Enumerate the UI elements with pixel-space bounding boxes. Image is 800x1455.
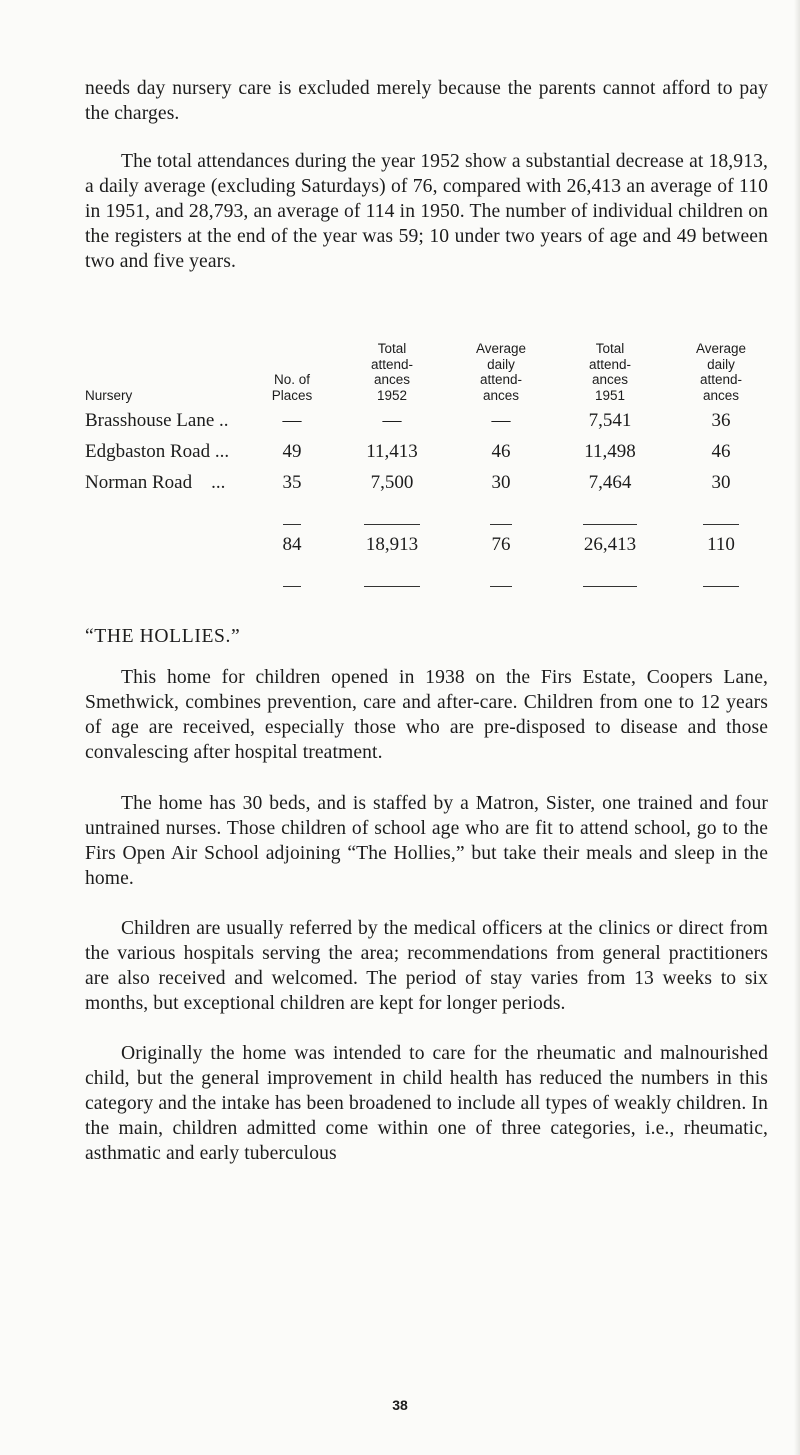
table-header-row — [85, 341, 775, 405]
total-1951-value: 7,541 — [588, 409, 632, 431]
paragraph-categories: Originally the home was intended to care for the rheumatic and malnourished child, but the general improvement in child health has reduced the numbers in this category and the intake has been broadened to include all types of weakly children. In the main, children admitted come within one of three categories, i.e., rheumatic, asthmatic and early tuberculous — [85, 1043, 768, 1164]
column-rule — [703, 524, 739, 525]
paragraph-intro: needs day nursery care is excluded merely because the parents cannot afford to pay the charges. — [85, 78, 768, 124]
column-rule — [703, 586, 739, 587]
column-rule — [583, 524, 637, 525]
paragraph-referrals: Children are usually referred by the medical officers at the clinics or direct from the various hospitals serving the area; recommendations from general practitioners are also received and welcomed. The period of stay varies from 13 weeks to six months, but exceptional children are kept for longer periods. — [85, 918, 768, 1014]
header-total-1952: Total attend- ances 1952 — [370, 341, 414, 403]
total-1951-value: 7,464 — [588, 471, 632, 493]
total-1951-total: 26,413 — [583, 533, 637, 555]
header-average-1951: Average daily attend- ances — [695, 341, 747, 403]
header-average-1952: Average daily attend- ances — [475, 341, 527, 403]
total-1951-value: 11,498 — [584, 440, 636, 462]
header-places: No. of Places — [271, 372, 313, 403]
average-1952-value: — — [491, 409, 511, 431]
table-row — [85, 467, 775, 498]
table-row — [85, 436, 775, 467]
average-1951-value: 46 — [711, 440, 731, 462]
average-1951-value: 36 — [711, 409, 731, 431]
page-number: 38 — [392, 1397, 408, 1413]
paragraph-staffing: The home has 30 beds, and is staffed by a Matron, Sister, one trained and four untrained nurses. Those children of school age who are fit to attend school, go to the Firs Open Air School adjoining “The Hollies,” but take their meals and sleep in the home. — [85, 793, 768, 889]
places-total: 84 — [282, 533, 302, 555]
nursery-name: Norman Road ... — [85, 471, 226, 493]
nursery-name: Edgbaston Road ... — [85, 440, 230, 462]
table-row — [85, 405, 775, 436]
column-rule — [283, 524, 301, 525]
total-1952-value: 7,500 — [370, 471, 414, 493]
column-rule — [283, 586, 301, 587]
column-rule — [583, 586, 637, 587]
page-edge-shadow — [794, 0, 800, 1455]
paragraph-home-description: This home for children opened in 1938 on the Firs Estate, Coopers Lane, Smethwick, combines prevention, care and after-care. Children from one to 12 years of age are received, especially those who are pre-disposed to disease and those convalescing after hospital treatment. — [85, 667, 768, 763]
column-rule — [490, 524, 512, 525]
column-rule — [364, 524, 420, 525]
table-totals-row — [85, 529, 775, 560]
table-rule-row — [85, 560, 775, 591]
total-1952-value: 11,413 — [366, 440, 418, 462]
total-1952-value: — — [382, 409, 402, 431]
average-1952-total: 76 — [491, 533, 511, 555]
table-rule-row — [85, 498, 775, 529]
header-nursery: Nursery — [85, 387, 133, 403]
nursery-name: Brasshouse Lane .. — [85, 409, 229, 431]
column-rule — [364, 586, 420, 587]
average-1952-value: 46 — [491, 440, 511, 462]
average-1951-value: 30 — [711, 471, 731, 493]
average-1951-total: 110 — [707, 533, 735, 555]
nursery-attendance-table — [85, 341, 775, 591]
section-heading: “THE HOLLIES.” — [85, 626, 241, 647]
paragraph-attendances: The total attendances during the year 1952 show a substantial decrease at 18,913, a daily average (excluding Saturdays) of 76, compared with 26,413 an average of 110 in 1951, and 28,793, an average of 114 in 1950. The number of individual children on the registers at the end of the year was 59; 10 under two years of age and 49 between two and five years. — [85, 151, 768, 272]
average-1952-value: 30 — [491, 471, 511, 493]
header-total-1951: Total attend- ances 1951 — [588, 341, 632, 403]
places-value: 49 — [282, 440, 302, 462]
column-rule — [490, 586, 512, 587]
places-value: 35 — [282, 471, 302, 493]
total-1952-total: 18,913 — [365, 533, 419, 555]
places-value: — — [282, 409, 302, 431]
